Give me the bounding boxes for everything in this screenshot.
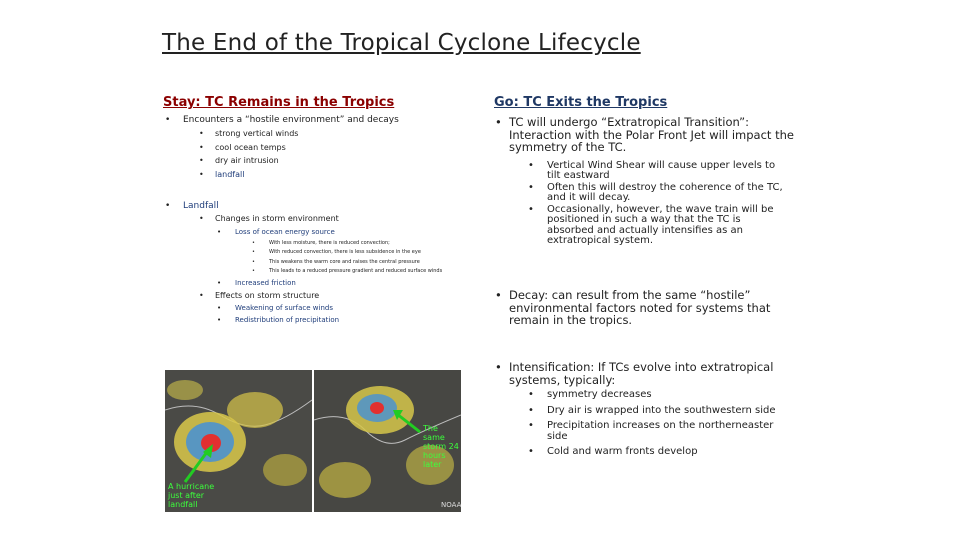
list-item: • This weakens the warm core and raises the central pressure [252,258,420,265]
list-item: • Occasionally, however, the wave train will be positioned in such a way that the TC is absorbed and actually intensifies as an extratropical system. [528,203,774,246]
go-bullet-1-block [495,116,795,247]
go-bullet-3: • Intensification: If TCs evolve into extratropical systems, typically: [495,361,795,386]
go-bullet-2: • Decay: can result from the same “hostile” environmental factors noted for systems that remain in the tropics. [495,289,795,327]
go-bullet-1: • TC will undergo “Extratropical Transition”: Interaction with the Polar Front Jet will impact the symmetry of the TC. [495,115,794,154]
stay-bullet-1 [165,115,465,125]
stay-heading: Stay: TC Remains in the Tropics [163,95,395,110]
list-item: • Weakening of surface winds [217,304,333,312]
image-credit: NOAA [441,501,461,509]
bullet-dot: • [165,115,171,125]
go-bullet-2-block [495,289,795,327]
list-item: • symmetry decreases [528,389,652,400]
list-item: • Changes in storm environment [199,214,339,223]
go-heading: Go: TC Exits the Tropics [494,95,668,110]
list-item: • Precipitation increases on the northerneaster side [528,420,774,442]
list-item: • strong vertical winds [199,129,299,138]
list-item: • Effects on storm structure [199,290,320,300]
list-item: • This leads to a reduced pressure gradient and reduced surface winds [252,268,443,274]
list-item: • Vertical Wind Shear will cause upper levels to tilt eastward [528,159,776,181]
go-bullet-3-block [495,361,795,458]
image-label-right: The same storm 24 hours later [423,424,459,469]
list-item: • With less moisture, there is reduced convection; [252,239,390,246]
stay-bullet-1-list [165,127,465,181]
image-label-left: A hurricane just after landfall [168,482,215,509]
list-item: • landfall [199,169,245,179]
stay-bullet-1-text: Encounters a “hostile environment” and decays [183,115,399,125]
list-item: • Redistribution of precipitation [217,316,340,324]
stay-bullet-1-block [165,115,465,181]
list-item: • cool ocean temps [199,142,286,152]
list-item: • Dry air is wrapped into the southwestern side [528,404,776,416]
list-item: • Increased friction [217,278,296,287]
landfall-label: Landfall [183,201,219,211]
go-bullet-1-text: TC will undergo “Extratropical Transition”: Interaction with the Polar Front Jet will impact the symmetry of the TC. [509,115,794,154]
list-item: • Loss of ocean energy source [217,227,335,236]
stay-bullet-2: • Landfall [165,201,219,211]
list-item: • With reduced convection, there is less subsidence in the eye [252,249,421,255]
go-bullet-3-text: Intensification: If TCs evolve into extratropical systems, typically: [509,360,774,387]
slide-title: The End of the Tropical Cyclone Lifecycle [162,30,641,56]
list-item: • dry air intrusion [199,156,279,165]
go-bullet-3-list [495,390,790,458]
landfall-list [165,212,465,326]
list-item: • Often this will destroy the coherence of the TC, and it will decay. [528,181,783,203]
go-bullet-1-list [495,161,790,247]
satellite-image [165,370,461,512]
stay-bullet-2-block [165,201,465,326]
list-item: • Cold and warm fronts develop [528,446,698,457]
go-bullet-2-text: Decay: can result from the same “hostile” environmental factors noted for systems that remain in the tropics. [509,288,771,327]
